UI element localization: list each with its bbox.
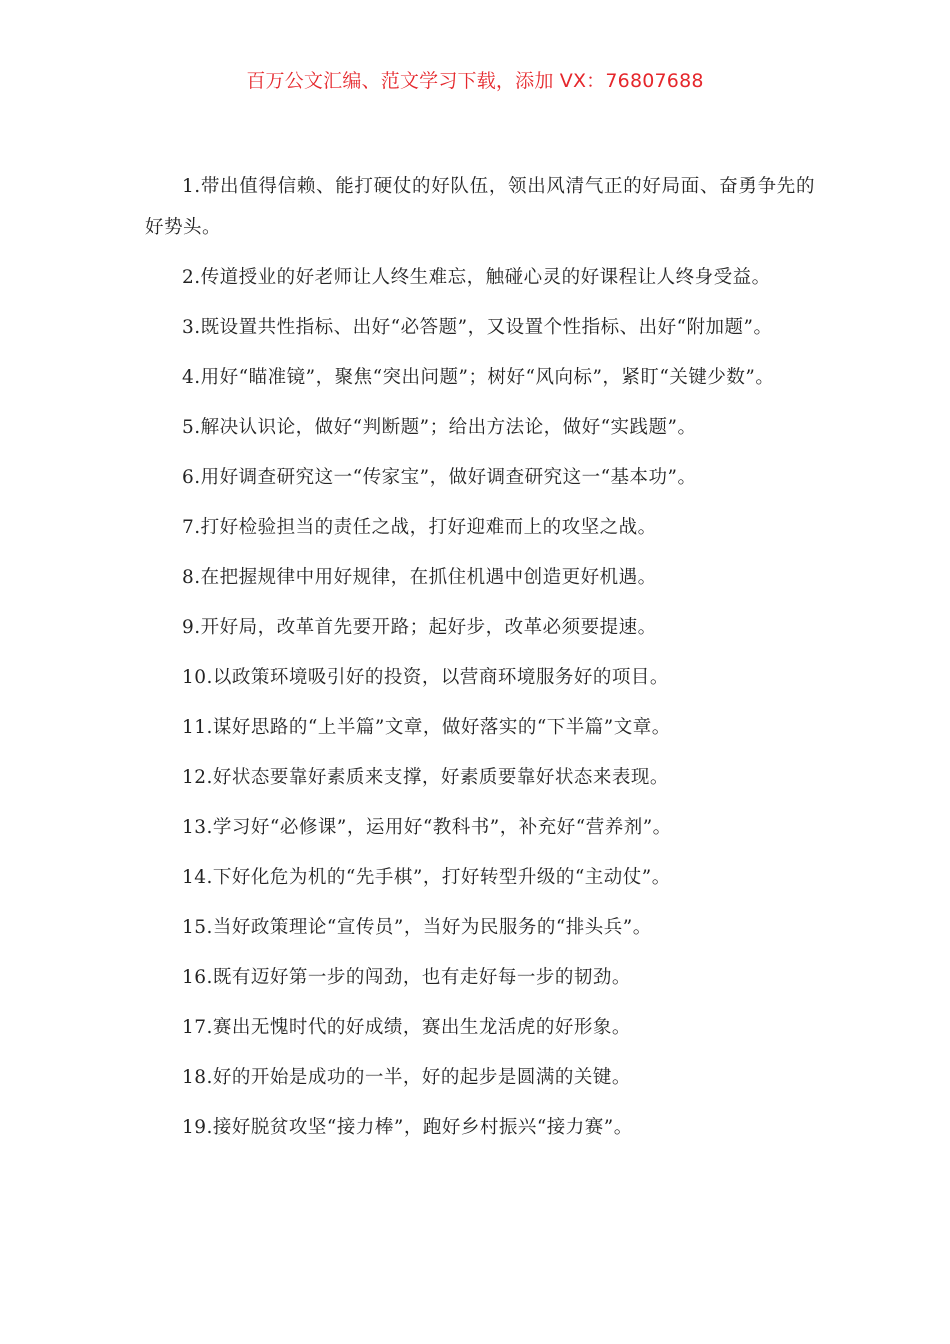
list-item: 1.带出值得信赖、能打硬仗的好队伍，领出风清气正的好局面、奋勇争先的好势头。 — [145, 176, 815, 238]
list-item: 10.以政策环境吸引好的投资，以营商环境服务好的项目。 — [182, 667, 669, 688]
list-item: 13.学习好“必修课”，运用好“教科书”，补充好“营养剂”。 — [182, 817, 672, 838]
item-list — [145, 166, 815, 1157]
list-item: 9.开好局，改革首先要开路；起好步，改革必须要提速。 — [182, 617, 657, 638]
list-item: 6.用好调查研究这一“传家宝”，做好调查研究这一“基本功”。 — [182, 467, 697, 488]
list-item: 2.传道授业的好老师让人终生难忘，触碰心灵的好课程让人终身受益。 — [182, 267, 771, 288]
list-item: 11.谋好思路的“上半篇”文章，做好落实的“下半篇”文章。 — [182, 717, 671, 738]
list-item: 15.当好政策理论“宣传员”，当好为民服务的“排头兵”。 — [182, 917, 652, 938]
list-item: 17.赛出无愧时代的好成绩，赛出生龙活虎的好形象。 — [182, 1017, 631, 1038]
list-item: 16.既有迈好第一步的闯劲，也有走好每一步的韧劲。 — [182, 967, 631, 988]
list-item: 3.既设置共性指标、出好“必答题”，又设置个性指标、出好“附加题”。 — [182, 317, 773, 338]
list-item: 12.好状态要靠好素质来支撑，好素质要靠好状态来表现。 — [182, 767, 669, 788]
list-item: 4.用好“瞄准镜”，聚焦“突出问题”；树好“风向标”，紧盯“关键少数”。 — [182, 367, 775, 388]
list-item: 19.接好脱贫攻坚“接力棒”，跑好乡村振兴“接力赛”。 — [182, 1117, 633, 1138]
list-item: 5.解决认识论，做好“判断题”；给出方法论，做好“实践题”。 — [182, 417, 697, 438]
list-item: 7.打好检验担当的责任之战，打好迎难而上的攻坚之战。 — [182, 517, 657, 538]
list-item: 14.下好化危为机的“先手棋”，打好转型升级的“主动仗”。 — [182, 867, 671, 888]
watermark-header: 百万公文汇编、范文学习下载，添加 VX：76807688 — [246, 70, 704, 92]
list-item: 18.好的开始是成功的一半，好的起步是圆满的关键。 — [182, 1067, 631, 1088]
list-item: 8.在把握规律中用好规律，在抓住机遇中创造更好机遇。 — [182, 567, 657, 588]
